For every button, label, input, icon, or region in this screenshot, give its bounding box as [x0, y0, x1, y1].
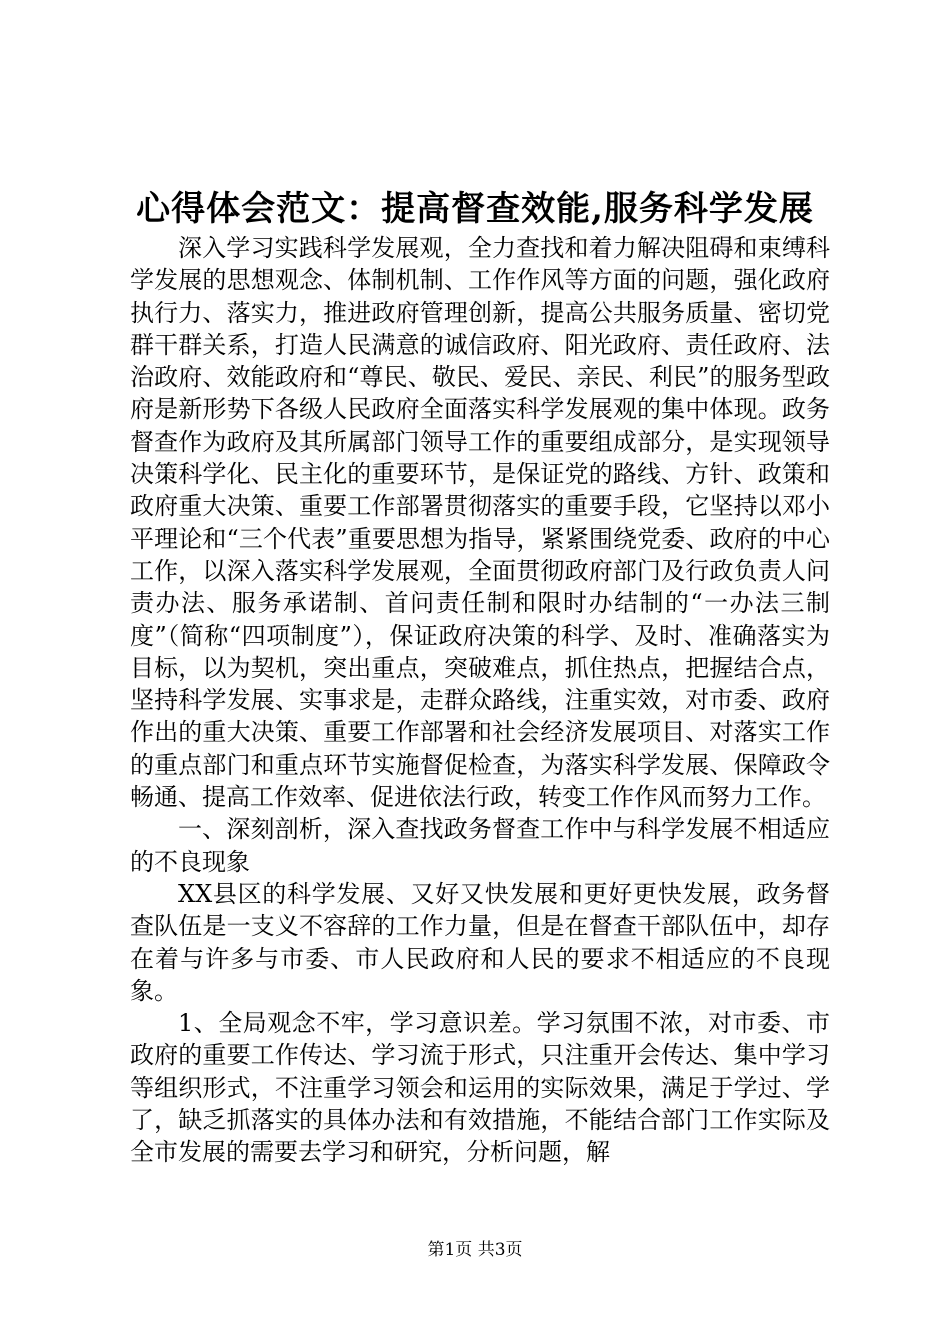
paragraph-point-1: 1、全局观念不牢，学习意识差。学习氛围不浓，对市委、市政府的重要工作传达、学习流于形式，只注重开会传达、集中学习等组织形式，不注重学习领会和运用的实际效果，满足于学过、学了，缺乏抓落实的具体办法和有效措施，不能结合部门工作实际及全市发展的需要去学习和研究，分析问题，解 [130, 1009, 830, 1167]
paragraph-section-heading: 一、深刻剖析，深入查找政务督查工作中与科学发展不相适应的不良现象 [130, 815, 830, 876]
paragraph-intro: 深入学习实践科学发展观，全力查找和着力解决阻碍和束缚科学发展的思想观念、体制机制、工作作风等方面的问题，强化政府执行力、落实力，推进政府管理创新，提高公共服务质量、密切党群干群关系，打造人民满意的诚信政府、阳光政府、责任政府、法治政府、效能政府和“尊民、敬民、爱民、亲民、利民”的服务型政府是新形势下各级人民政府全面落实科学发展观的集中体现。政务督查作为政府及其所属部门领导工作的重要组成部分，是实现领导决策科学化、民主化的重要环节，是保证党的路线、方针、政策和政府重大决策、重要工作部署贯彻落实的重要手段，它坚持以邓小平理论和“三个代表”重要思想为指导，紧紧围绕党委、政府的中心工作，以深入落实科学发展观，全面贯彻政府部门及行政负责人问责办法、服务承诺制、首问责任制和限时办结制的“一办法三制度”（简称“四项制度”），保证政府决策的科学、及时、准确落实为目标，以为契机，突出重点，突破难点，抓住热点，把握结合点，坚持科学发展、实事求是，走群众路线，注重实效，对市委、政府作出的重大决策、重要工作部署和社会经济发展项目、对落实工作的重点部门和重点环节实施督促检查，为落实科学发展、保障政令畅通、提高工作效率、促进依法行政，转变工作作风而努力工作。 [130, 234, 830, 812]
document-body [130, 232, 830, 1169]
page-number-footer: 第1页 共3页 [427, 1240, 523, 1260]
paragraph-county: XX县区的科学发展、又好又快发展和更好更快发展，政务督查队伍是一支义不容辞的工作力量，但是在督查干部队伍中，却存在着与许多与市委、市人民政府和人民的要求不相适应的不良现象。 [130, 879, 830, 1005]
document-title: 心得体会范文：提高督查效能,服务科学发展 [136, 189, 814, 229]
